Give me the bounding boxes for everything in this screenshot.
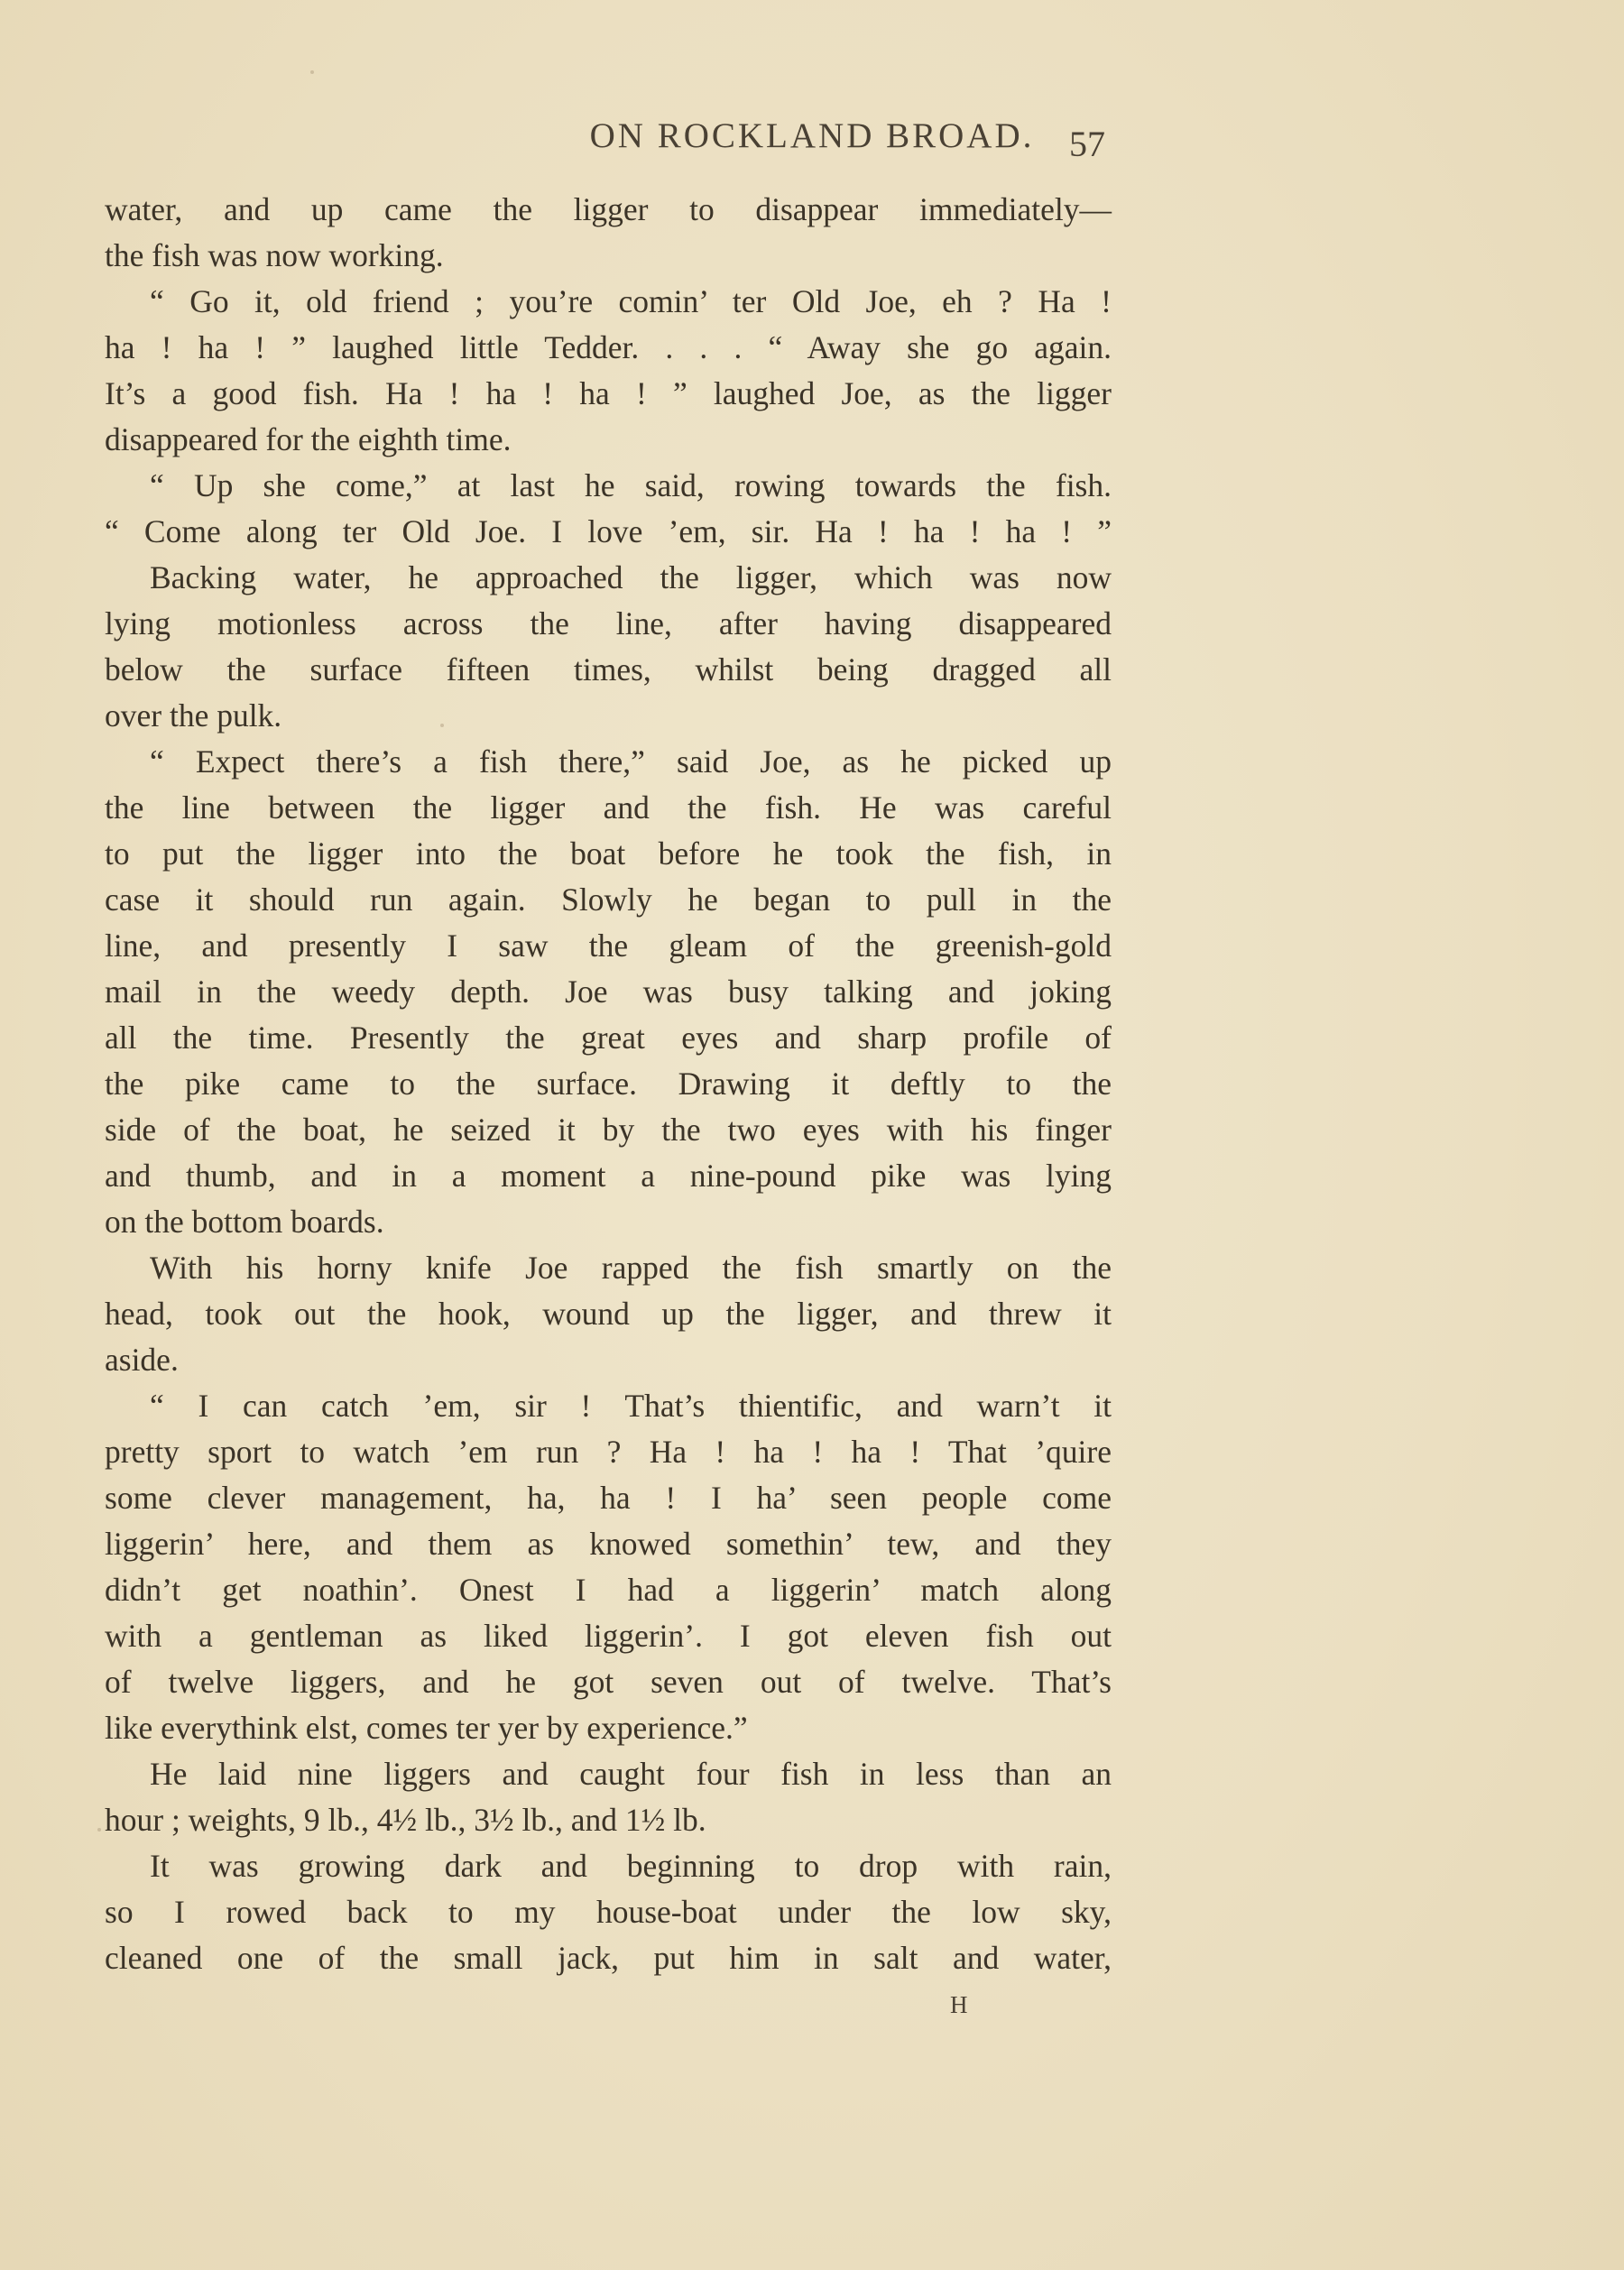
text-line: water, and up came the ligger to disappear immediately— (105, 191, 1112, 227)
text-line: didn’t get noathin’. Onest I had a liggerin’ match along (105, 1572, 1112, 1608)
signature-mark: H (950, 1991, 969, 2018)
text-line: the line between the ligger and the fish. He was careful (105, 789, 1112, 826)
text-line: the fish was now working. (105, 237, 444, 273)
text-line: line, and presently I saw the gleam of the greenish-gold (105, 927, 1112, 964)
paper-speck (310, 70, 314, 74)
text-line: over the pulk. (105, 697, 282, 734)
text-line: to put the ligger into the boat before he took the fish, in (105, 835, 1112, 872)
text-line: of twelve liggers, and he got seven out of twelve. That’s (105, 1664, 1112, 1700)
text-line: side of the boat, he seized it by the two eyes with his finger (105, 1112, 1112, 1148)
text-line: It was growing dark and beginning to drop with rain, (150, 1848, 1112, 1884)
page-number: 57 (1069, 124, 1105, 164)
paper-speck (97, 1828, 101, 1832)
text-line: He laid nine liggers and caught four fish in less than an (150, 1756, 1112, 1792)
text-line: ha ! ha ! ” laughed little Tedder. . . . “ Away she go again. (105, 329, 1112, 365)
text-line: below the surface fifteen times, whilst being dragged all (105, 651, 1112, 687)
text-line: the pike came to the surface. Drawing it deftly to the (105, 1066, 1112, 1102)
text-line: “ Up she come,” at last he said, rowing towards the fish. (150, 467, 1112, 503)
text-line: disappeared for the eighth time. (105, 421, 512, 457)
text-line: With his horny knife Joe rapped the fish smartly on the (150, 1250, 1112, 1286)
text-line: some clever management, ha, ha ! I ha’ seen people come (105, 1480, 1112, 1516)
text-line: pretty sport to watch ’em run ? Ha ! ha ! ha ! That ’quire (105, 1434, 1112, 1470)
running-head: ON ROCKLAND BROAD. (589, 116, 1035, 155)
body-text (105, 187, 1112, 1981)
text-line: with a gentleman as liked liggerin’. I got eleven fish out (105, 1618, 1112, 1654)
text-line: aside. (105, 1342, 179, 1378)
text-line: and thumb, and in a moment a nine-pound pike was lying (105, 1158, 1112, 1194)
paper-speck (440, 724, 444, 727)
text-line: “ Expect there’s a fish there,” said Joe, as he picked up (150, 743, 1112, 780)
text-line: “ I can catch ’em, sir ! That’s thientific, and warn’t it (150, 1388, 1112, 1424)
text-line: It’s a good fish. Ha ! ha ! ha ! ” laughed Joe, as the ligger (105, 375, 1112, 411)
text-line: case it should run again. Slowly he began to pull in the (105, 881, 1112, 918)
text-line: “ Go it, old friend ; you’re comin’ ter Old Joe, eh ? Ha ! (150, 283, 1112, 319)
text-line: so I rowed back to my house-boat under the low sky, (105, 1894, 1112, 1930)
text-line: “ Come along ter Old Joe. I love ’em, sir. Ha ! ha ! ha ! ” (105, 513, 1112, 549)
text-line: cleaned one of the small jack, put him in salt and water, (105, 1940, 1112, 1976)
text-line: lying motionless across the line, after having disappeared (105, 605, 1112, 641)
text-line: liggerin’ here, and them as knowed somethin’ tew, and they (105, 1526, 1112, 1562)
text-line: Backing water, he approached the ligger, which was now (150, 559, 1112, 595)
text-line: all the time. Presently the great eyes and sharp profile of (105, 1020, 1112, 1056)
text-line: like everythink elst, comes ter yer by experience.” (105, 1710, 748, 1746)
text-line: mail in the weedy depth. Joe was busy talking and joking (105, 974, 1112, 1010)
text-line: hour ; weights, 9 lb., 4½ lb., 3½ lb., and 1½ lb. (105, 1802, 706, 1838)
text-line: on the bottom boards. (105, 1204, 384, 1240)
text-line: head, took out the hook, wound up the ligger, and threw it (105, 1296, 1112, 1332)
